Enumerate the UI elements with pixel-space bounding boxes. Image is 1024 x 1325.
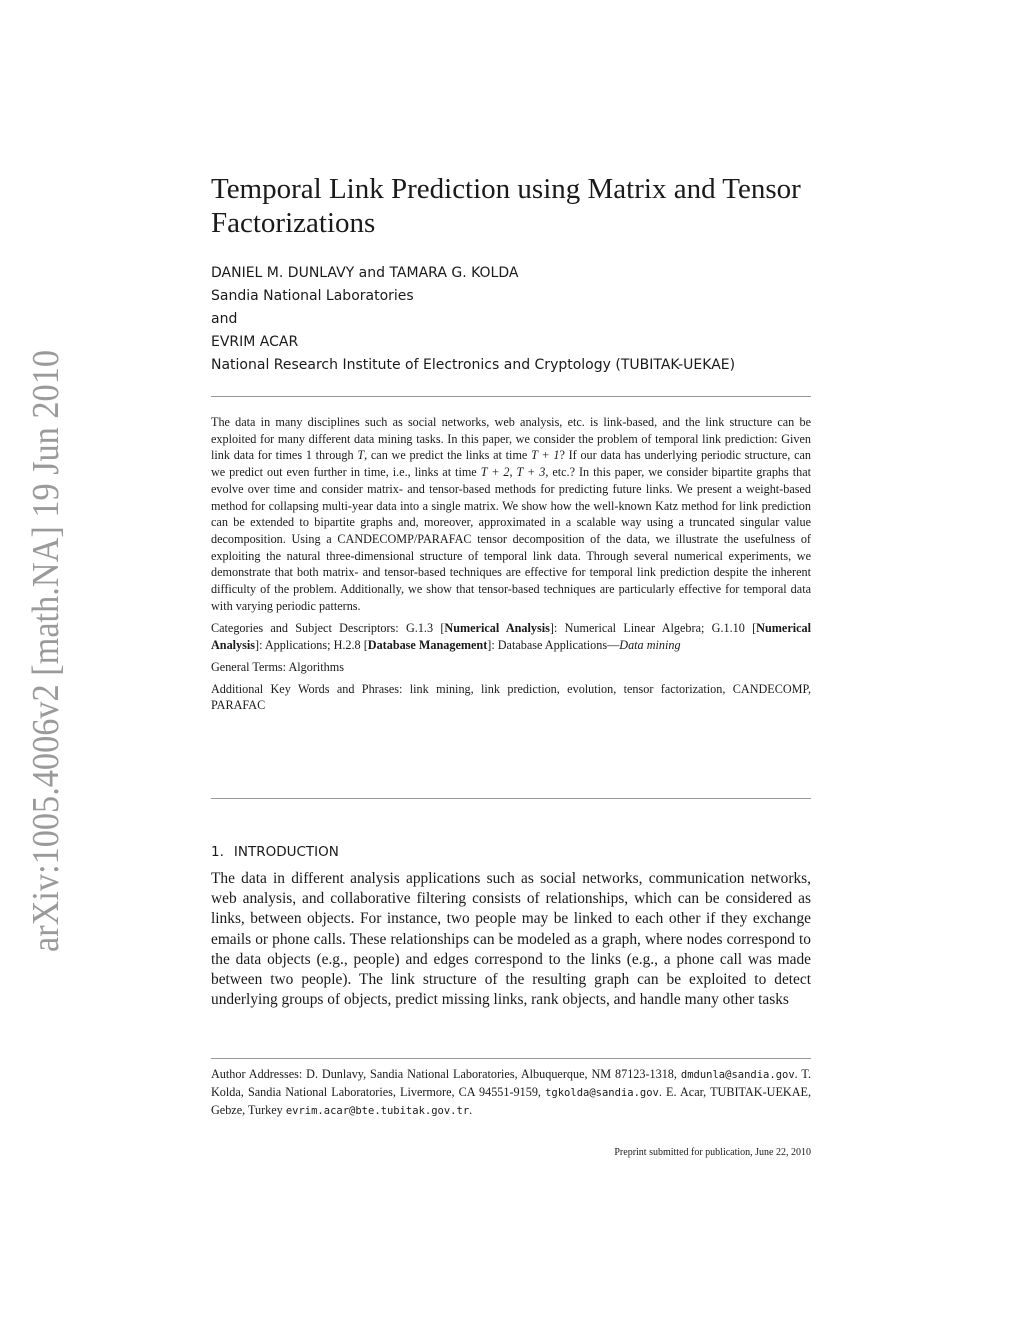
math-t-plus-2: T + 2: [480, 465, 510, 480]
abstract-text-2: In this paper, we consider the problem of temporal link prediction: Given link data for times 1 through: [211, 431, 811, 463]
affiliation-2: National Research Institute of Electronics and Cryptology (TUBITAK-UEKAE): [211, 357, 736, 373]
math-var-t: T: [357, 448, 365, 463]
arxiv-stamp-text: arXiv:1005.4006v2 [math.NA] 19 Jun 2010: [25, 340, 67, 952]
intro-paragraph: The data in different analysis applications such as social networks, communication networks, web analysis, and collaborative filtering consists of relationships, which can be considered as links, between objects. For instance, two people may be linked to each other if they exchange emails or phone calls. These relationships can be modeled as a graph, where nodes correspond to the data objects (e.g., people) and edges correspond to the links (e.g., a phone call was made between two people). The link structure of the resulting graph can be exploited to detect underlying groups of objects, predict missing links, rank objects, and handle many other tasks: [211, 870, 811, 1009]
email-kolda[interactable]: tgkolda@sandia.gov: [545, 1087, 659, 1099]
categories-bold-1: Numerical Analysis: [444, 621, 550, 636]
authors-line-2: EVRIM ACAR: [211, 334, 299, 350]
arxiv-stamp-svg: [12, 340, 70, 980]
affiliation-1: Sandia National Laboratories: [211, 288, 414, 304]
footnote-text-3: . E. Acar, TUBITAK-UEKAE, Gebze, Turkey: [211, 1085, 812, 1117]
categories-bold-3: Database Management: [367, 638, 488, 653]
footnote-text-4: .: [469, 1103, 473, 1117]
author-addresses: [211, 1066, 811, 1120]
divider-bottom: [211, 798, 811, 799]
section-number: 1.: [211, 844, 224, 860]
keywords: Additional Key Words and Phrases: link mining, link prediction, evolution, tensor factorization, CANDECOMP, PARAFAC: [211, 681, 811, 713]
categories: [211, 620, 811, 653]
section-heading: [211, 844, 339, 860]
footnote-text-1: Author Addresses: D. Dunlavy, Sandia National Laboratories, Albuquerque, NM 87123-1318,: [211, 1067, 677, 1081]
abstract-comma: ,: [509, 465, 513, 480]
footnote-divider: [211, 1058, 811, 1059]
categories-italic: Data mining: [619, 638, 681, 653]
preprint-note: Preprint submitted for publication, June 22, 2010: [614, 1147, 811, 1158]
abstract-text-1: The data in many disciplines such as social networks, web analysis, etc. is link-based, and the link structure can be exploited for many different data mining tasks.: [211, 415, 811, 446]
email-acar[interactable]: evrim.acar@bte.tubitak.gov.tr: [285, 1105, 470, 1117]
divider-top: [211, 396, 811, 397]
abstract: [211, 414, 811, 719]
arxiv-stamp: [12, 340, 70, 980]
general-terms: General Terms: Algorithms: [211, 659, 344, 674]
abstract-text-4: ? If our data has underlying periodic structure, can we predict out even further in time, i.e., links at time: [211, 448, 812, 480]
math-t-plus-3: T + 3: [516, 465, 546, 480]
categories-text-1: ]: Numerical Linear Algebra; G.1.10 [: [549, 621, 757, 636]
abstract-text-3: , can we predict the links at time: [364, 448, 528, 463]
categories-bold-2: Numerical Analysis: [211, 621, 811, 653]
categories-prefix: Categories and Subject Descriptors: G.1.3 [: [211, 621, 445, 636]
authors-line-1: DANIEL M. DUNLAVY and TAMARA G. KOLDA: [211, 265, 519, 281]
authors-and: and: [211, 311, 238, 327]
author-block: [211, 262, 831, 377]
abstract-body: [211, 414, 811, 614]
categories-text-2: ]: Applications; H.2.8 [: [255, 638, 368, 653]
abstract-text-5: , etc.? In this paper, we consider bipartite graphs that evolve over time and consider matrix- and tensor-based methods for predicting future links. We present a weight-based method for collapsing multi-year data into a single matrix. We show how the well-known Katz method for link prediction can be extended to bipartite graphs and, moreover, approximated in a scalable way using a truncated singular value decomposition. Using a CANDECOMP/PARAFAC tensor decomposition of the data, we illustrate the usefulness of exploiting the natural three-dimensional structure of temporal link data. Through several numerical experiments, we demonstrate that both matrix- and tensor-based techniques are effective for temporal link prediction despite the inherent difficulty of the problem. Additionally, we show that tensor-based techniques are particularly effective for temporal data with varying periodic patterns.: [211, 465, 811, 613]
math-t-plus-1: T + 1: [531, 448, 560, 463]
email-dunlavy[interactable]: dmdunla@sandia.gov: [680, 1069, 795, 1081]
paper-title: Temporal Link Prediction using Matrix and Tensor Factorizations: [211, 173, 801, 239]
footnote-text-2: . T. Kolda, Sandia National Laboratories, Livermore, CA 94551-9159,: [211, 1067, 811, 1099]
categories-text-3: ]: Database Applications—: [487, 638, 620, 653]
section-title: INTRODUCTION: [233, 844, 339, 860]
